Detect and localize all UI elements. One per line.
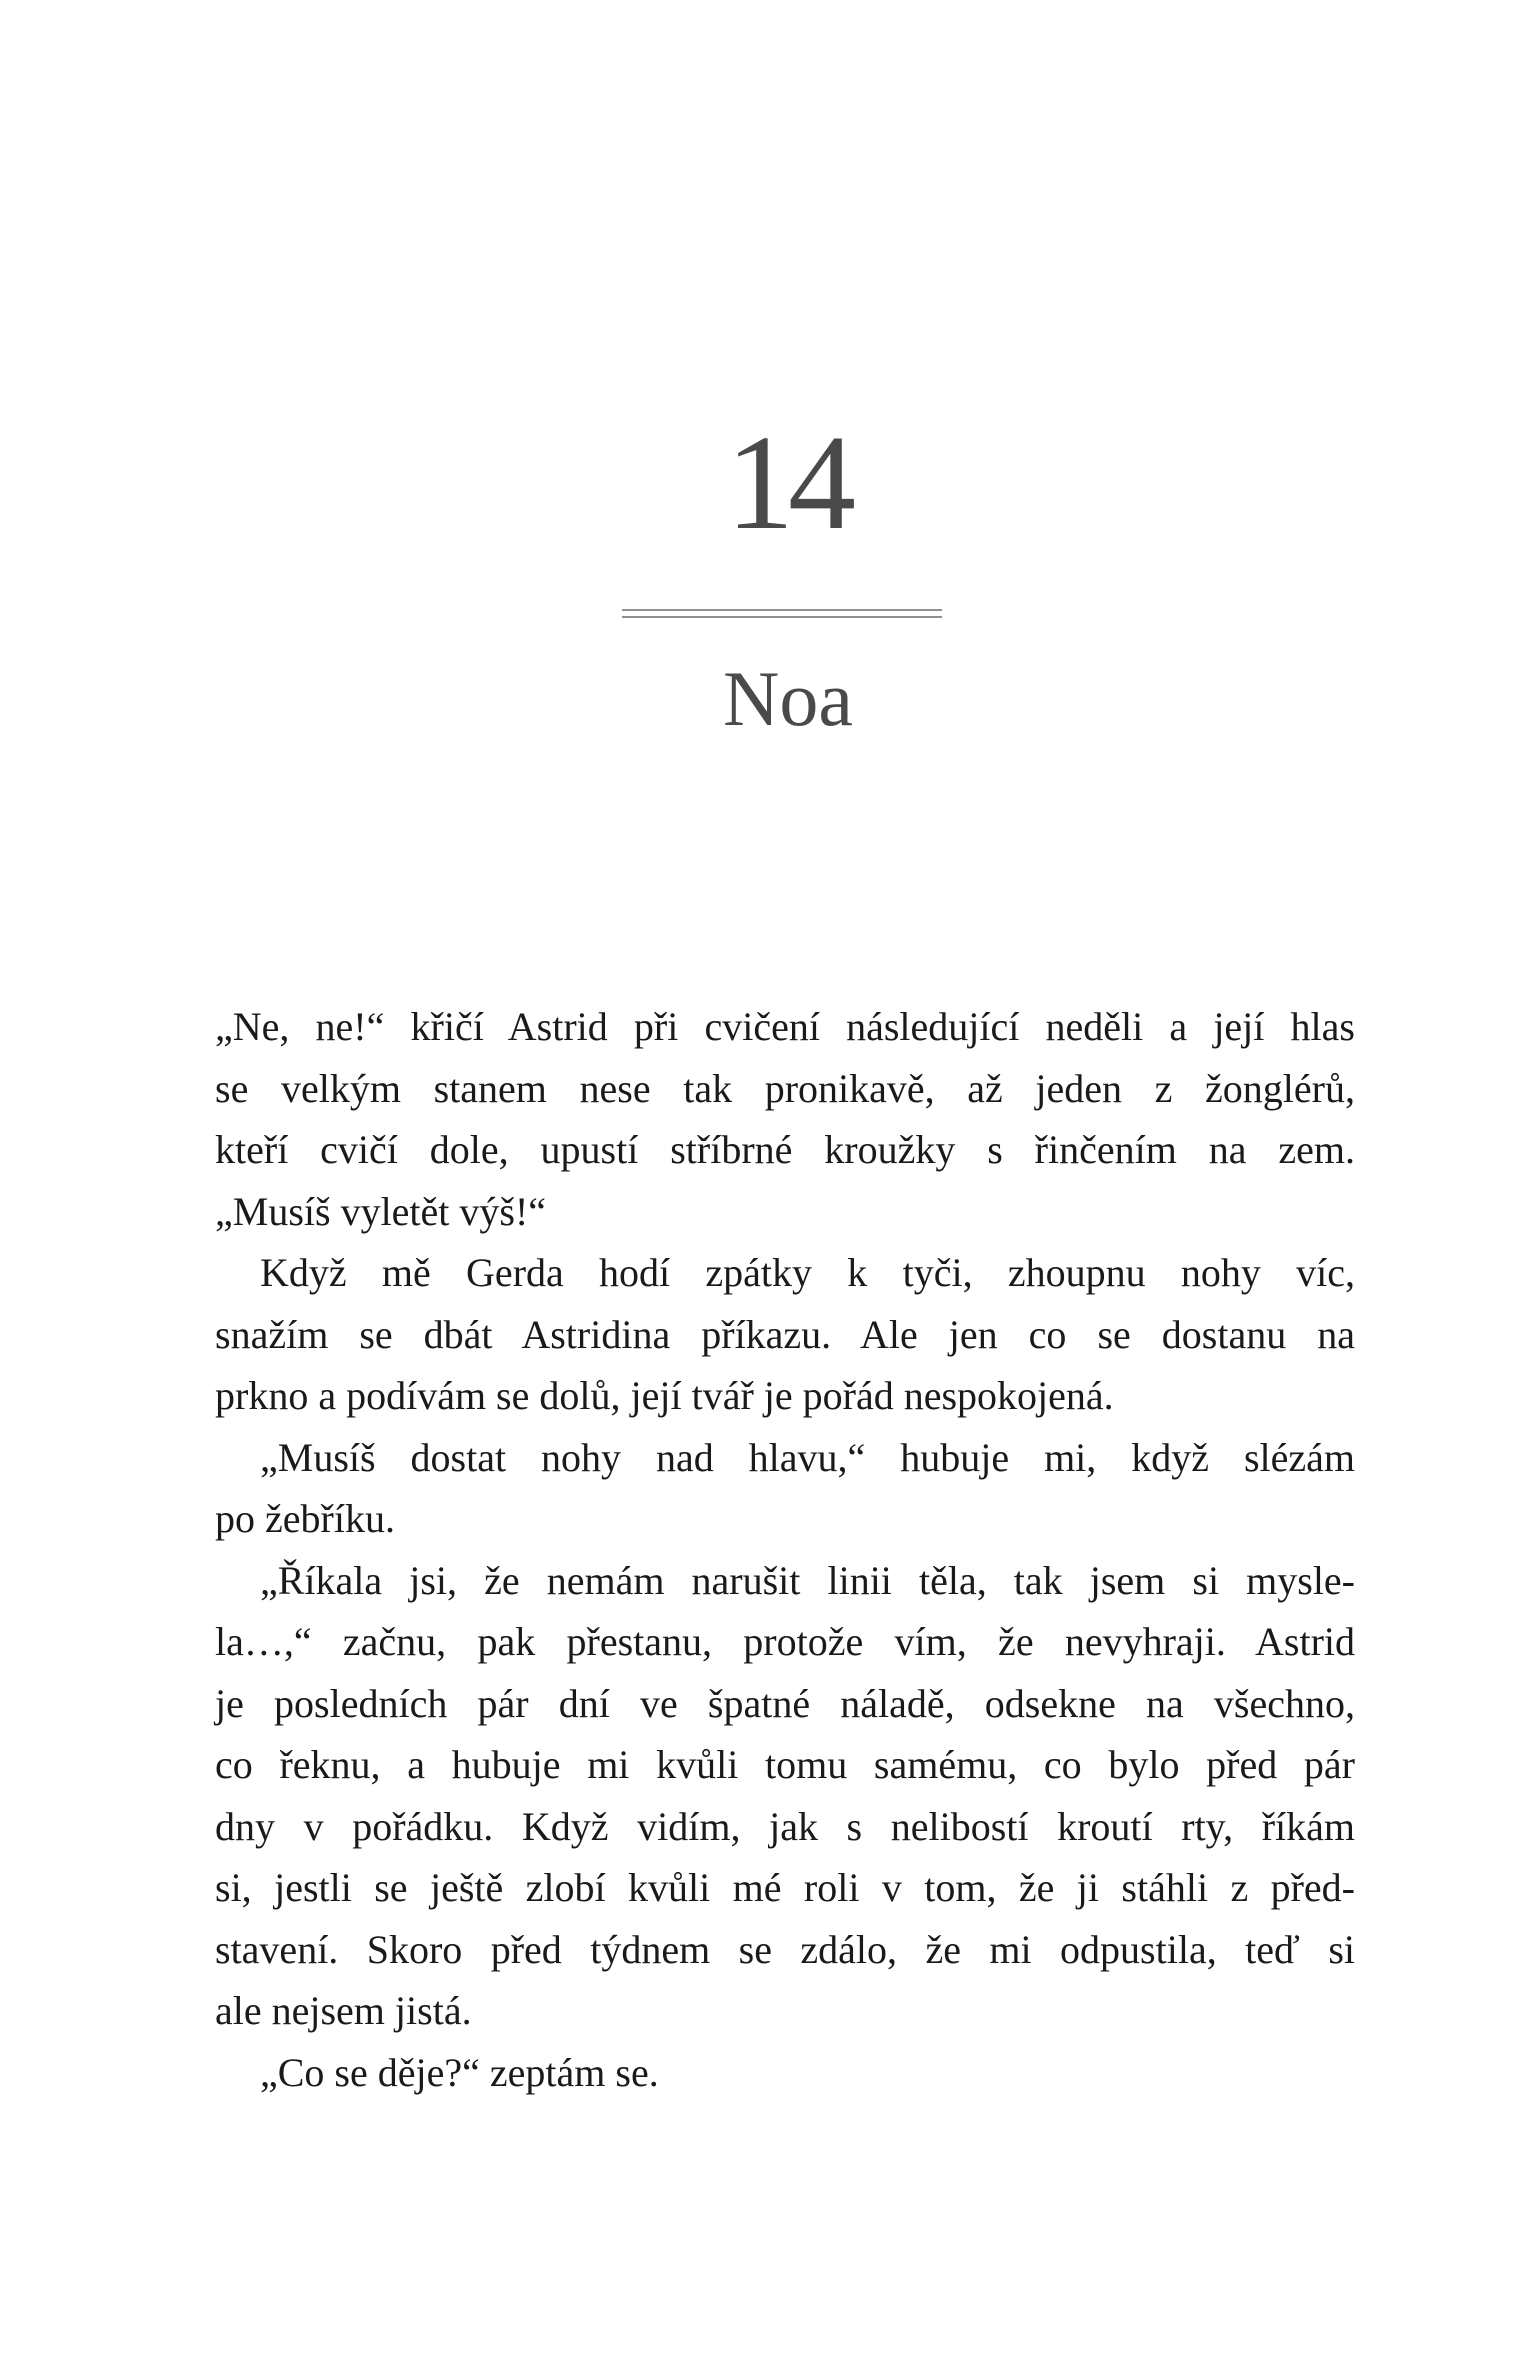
- text-line: snažím se dbát Astridina příkazu. Ale jen co se dostanu na: [215, 1311, 1355, 1357]
- text-line: „Co se děje?“ zeptám se.: [260, 2049, 659, 2095]
- text-line: prkno a podívám se dolů, její tvář je pořád nespokojená.: [215, 1373, 1114, 1418]
- text-line: po žebříku.: [215, 1496, 395, 1541]
- text-line: ale nejsem jistá.: [215, 1988, 472, 2033]
- divider-line-bottom: [622, 616, 942, 618]
- text-line: si, jestli se ještě zlobí kvůli mé roli v tom, že ji stáhli z před-: [215, 1865, 1355, 1910]
- chapter-body: [215, 996, 1355, 2103]
- text-line: kteří cvičí dole, upustí stříbrné kroužky s řinčením na zem.: [215, 1127, 1355, 1172]
- text-line: „Říkala jsi, že nemám narušit linii těla, tak jsem si mysle-: [260, 1557, 1355, 1603]
- text-line: se velkým stanem nese tak pronikavě, až jeden z žonglérů,: [215, 1065, 1355, 1111]
- chapter-divider: [622, 609, 942, 619]
- chapter-number: 14: [726, 408, 850, 558]
- text-line: „Musíš vyletět výš!“: [215, 1188, 547, 1234]
- divider-line-top: [622, 609, 942, 611]
- text-line: la…,“ začnu, pak přestanu, protože vím, že nevyhraji. Astrid: [215, 1619, 1355, 1664]
- text-line: co řeknu, a hubuje mi kvůli tomu samému, co bylo před pár: [215, 1742, 1355, 1787]
- text-line: Když mě Gerda hodí zpátky k tyči, zhoupnu nohy víc,: [260, 1250, 1355, 1295]
- text-line: stavení. Skoro před týdnem se zdálo, že mi odpustila, teď si: [215, 1926, 1355, 1972]
- text-line: dny v pořádku. Když vidím, jak s nelibostí kroutí rty, říkám: [215, 1803, 1355, 1849]
- text-line: „Ne, ne!“ křičí Astrid při cvičení následující neděli a její hlas: [215, 1004, 1355, 1049]
- chapter-title: Noa: [723, 655, 853, 742]
- text-line: je posledních pár dní ve špatné náladě, odsekne na všechno,: [215, 1680, 1355, 1726]
- text-line: „Musíš dostat nohy nad hlavu,“ hubuje mi, když slézám: [260, 1434, 1355, 1480]
